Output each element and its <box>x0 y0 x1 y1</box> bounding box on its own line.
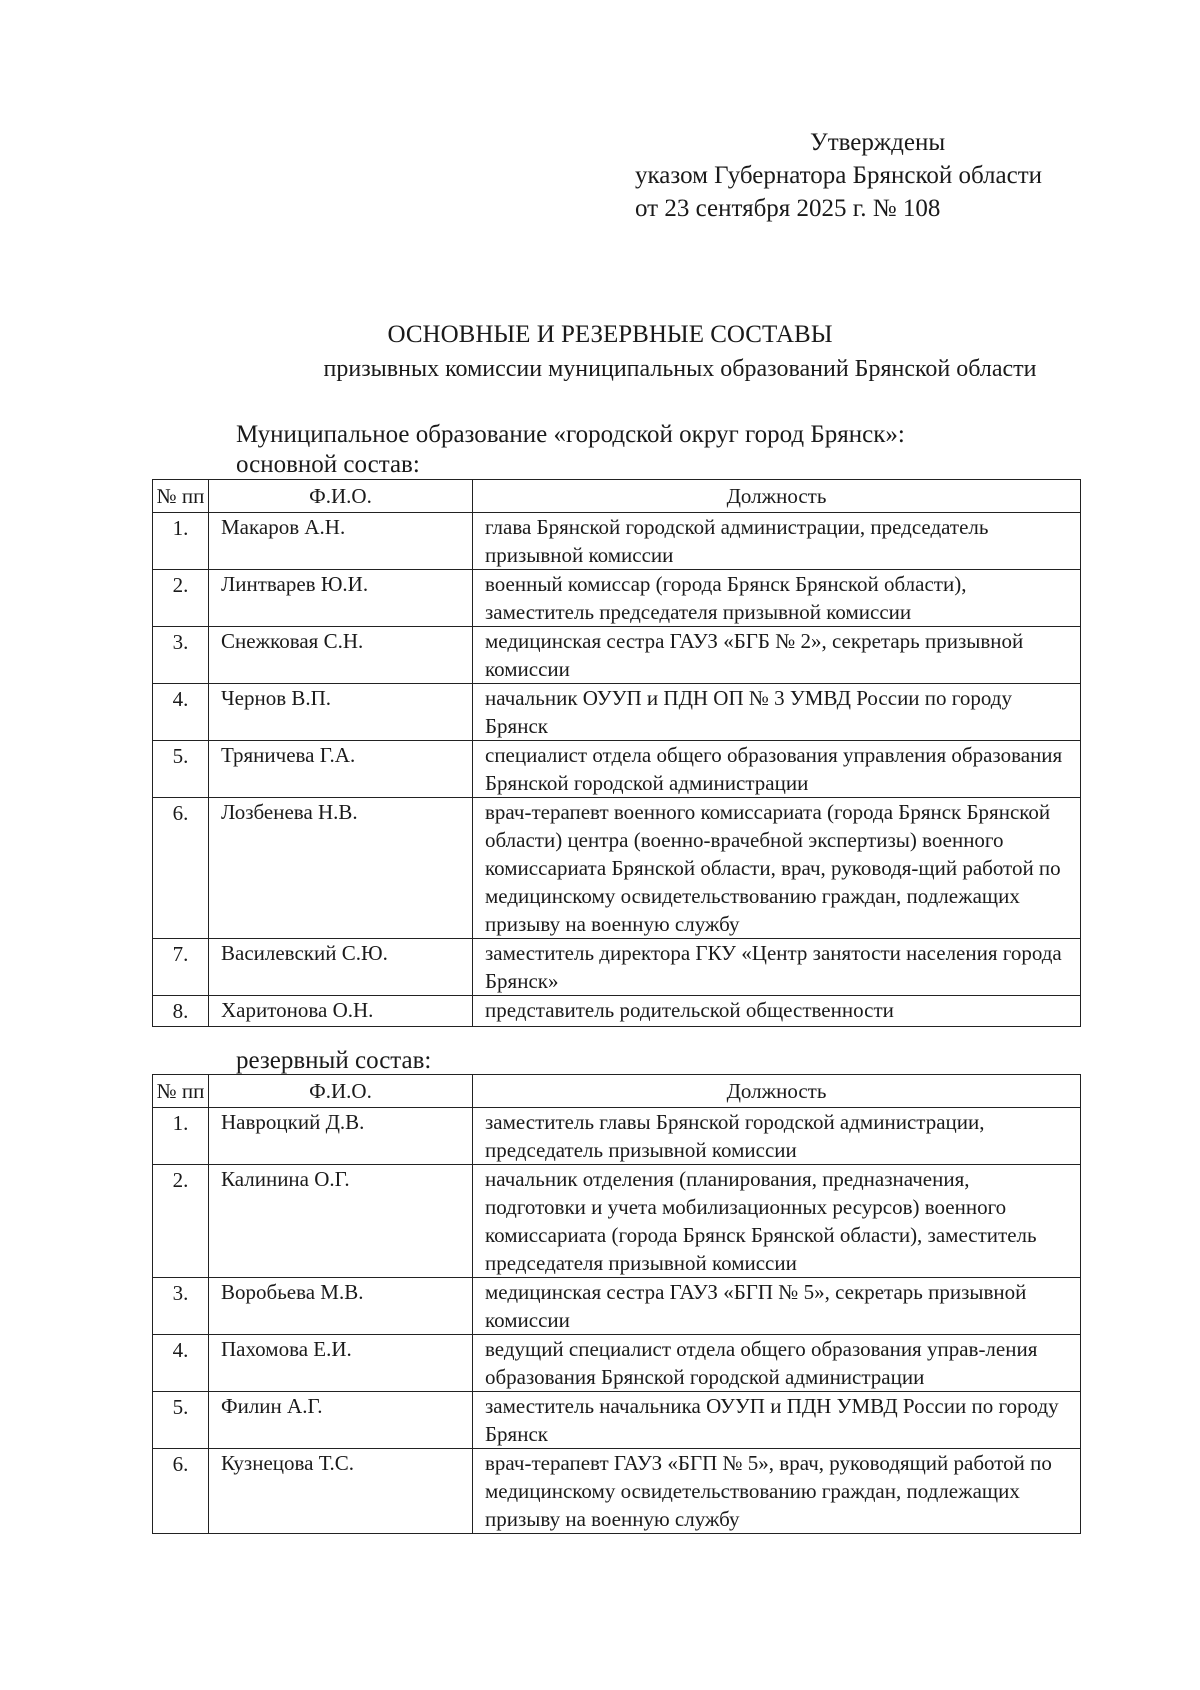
municipality-heading: Муниципальное образование «городской округ город Брянск»: <box>236 421 905 448</box>
row-number: 7. <box>153 939 209 996</box>
member-position: начальник ОУУП и ПДН ОП № 3 УМВД России по городу Брянск <box>473 684 1081 741</box>
main-composition-label: основной состав: <box>236 451 420 478</box>
member-name: Пахомова Е.И. <box>209 1335 473 1392</box>
member-position: врач-терапевт военного комиссариата (города Брянск Брянской области) центра (военно-врачебной экспертизы) военного комиссариата Брянской области, врач, руководя-щий работой по медицинскому освидетельствованию граждан, подлежащих призыву на военную службу <box>473 798 1081 939</box>
header-num: № пп <box>153 1075 209 1108</box>
document-title <box>0 318 1200 386</box>
table-row <box>153 1165 1081 1278</box>
row-number: 2. <box>153 1165 209 1278</box>
member-name: Снежковая С.Н. <box>209 627 473 684</box>
header-position: Должность <box>473 480 1081 513</box>
member-name: Василевский С.Ю. <box>209 939 473 996</box>
member-position: заместитель начальника ОУУП и ПДН УМВД России по городу Брянск <box>473 1392 1081 1449</box>
member-position: ведущий специалист отдела общего образования управ-ления образования Брянской городской администрации <box>473 1335 1081 1392</box>
member-name: Филин А.Г. <box>209 1392 473 1449</box>
row-number: 3. <box>153 627 209 684</box>
table-row <box>153 684 1081 741</box>
table-row <box>153 741 1081 798</box>
reserve-composition-table <box>152 1074 1081 1534</box>
table-row <box>153 939 1081 996</box>
table-row <box>153 1108 1081 1165</box>
member-position: врач-терапевт ГАУЗ «БГП № 5», врач, руководящий работой по медицинскому освидетельствованию граждан, подлежащих призыву на военную службу <box>473 1449 1081 1534</box>
row-number: 4. <box>153 1335 209 1392</box>
table-header-row <box>153 480 1081 513</box>
row-number: 6. <box>153 798 209 939</box>
header-num: № пп <box>153 480 209 513</box>
row-number: 1. <box>153 513 209 570</box>
member-position: медицинская сестра ГАУЗ «БГБ № 2», секретарь призывной комиссии <box>473 627 1081 684</box>
approval-stamp <box>635 126 1042 225</box>
member-position: глава Брянской городской администрации, председатель призывной комиссии <box>473 513 1081 570</box>
member-name: Лозбенева Н.В. <box>209 798 473 939</box>
member-position: представитель родительской общественности <box>473 996 1081 1027</box>
table-row <box>153 1335 1081 1392</box>
member-name: Навроцкий Д.В. <box>209 1108 473 1165</box>
row-number: 2. <box>153 570 209 627</box>
member-name: Тряничева Г.А. <box>209 741 473 798</box>
table-row <box>153 996 1081 1027</box>
approval-line-3: от 23 сентября 2025 г. № 108 <box>635 195 941 222</box>
member-name: Воробьева М.В. <box>209 1278 473 1335</box>
member-position: медицинская сестра ГАУЗ «БГП № 5», секретарь призывной комиссии <box>473 1278 1081 1335</box>
member-position: заместитель директора ГКУ «Центр занятости населения города Брянск» <box>473 939 1081 996</box>
member-name: Макаров А.Н. <box>209 513 473 570</box>
member-position: военный комиссар (города Брянск Брянской области), заместитель председателя призывной комиссии <box>473 570 1081 627</box>
approval-line-2: указом Губернатора Брянской области <box>635 162 1043 189</box>
table-row <box>153 570 1081 627</box>
reserve-composition-label: резервный состав: <box>236 1047 432 1074</box>
row-number: 5. <box>153 741 209 798</box>
header-name: Ф.И.О. <box>209 1075 473 1108</box>
approval-line-1: Утверждены <box>810 129 946 156</box>
table-row <box>153 798 1081 939</box>
row-number: 6. <box>153 1449 209 1534</box>
member-name: Кузнецова Т.С. <box>209 1449 473 1534</box>
header-name: Ф.И.О. <box>209 480 473 513</box>
table-row <box>153 1278 1081 1335</box>
member-position: специалист отдела общего образования управления образования Брянской городской администрации <box>473 741 1081 798</box>
header-position: Должность <box>473 1075 1081 1108</box>
row-number: 5. <box>153 1392 209 1449</box>
main-composition-table <box>152 479 1081 1027</box>
member-position: начальник отделения (планирования, предназначения, подготовки и учета мобилизационных ресурсов) военного комиссариата (города Брянск Брянской области), заместитель председателя призывной комиссии <box>473 1165 1081 1278</box>
table-header-row <box>153 1075 1081 1108</box>
title-line-2: призывных комиссии муниципальных образований Брянской области <box>323 356 1037 382</box>
row-number: 1. <box>153 1108 209 1165</box>
row-number: 8. <box>153 996 209 1027</box>
table-row <box>153 1392 1081 1449</box>
table-row <box>153 627 1081 684</box>
row-number: 4. <box>153 684 209 741</box>
table-row <box>153 1449 1081 1534</box>
member-name: Калинина О.Г. <box>209 1165 473 1278</box>
member-position: заместитель главы Брянской городской администрации, председатель призывной комиссии <box>473 1108 1081 1165</box>
row-number: 3. <box>153 1278 209 1335</box>
member-name: Харитонова О.Н. <box>209 996 473 1027</box>
member-name: Линтварев Ю.И. <box>209 570 473 627</box>
title-line-1: ОСНОВНЫЕ И РЕЗЕРВНЫЕ СОСТАВЫ <box>387 321 833 348</box>
table-row <box>153 513 1081 570</box>
member-name: Чернов В.П. <box>209 684 473 741</box>
